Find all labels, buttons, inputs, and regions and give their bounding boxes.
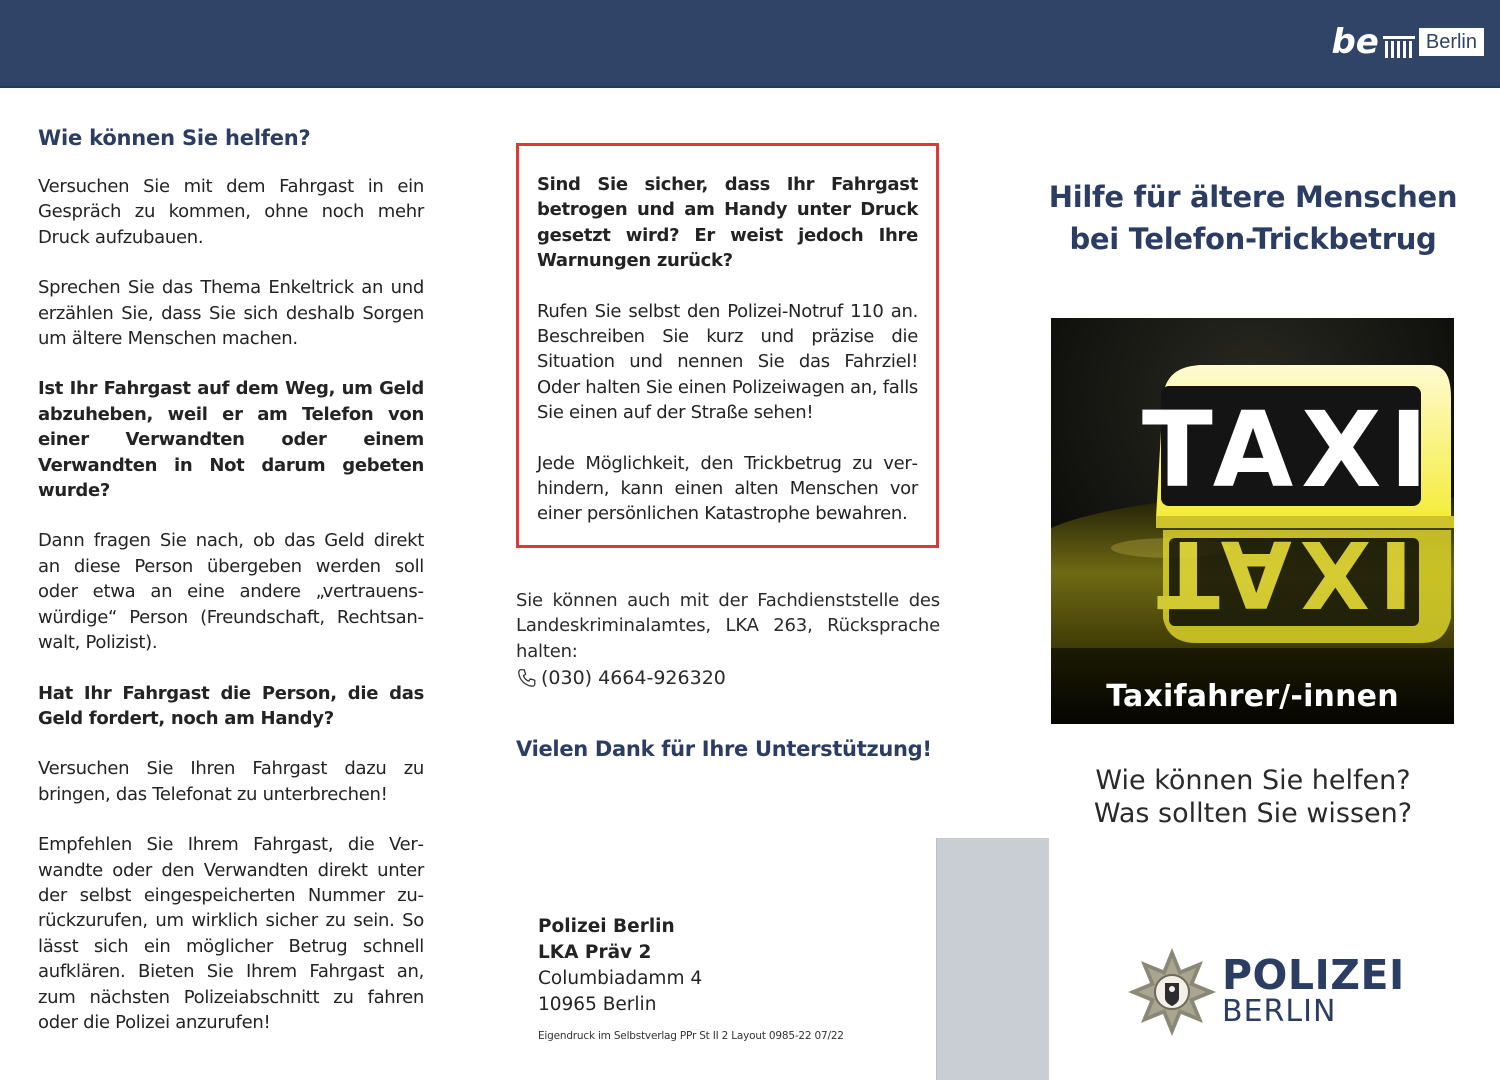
taxi-sign-image	[1051, 318, 1454, 724]
imprint-text: Eigendruck im Selbstverlag PPr St II 2 Layout 0985-22 07/22	[538, 1030, 844, 1042]
phone-icon	[516, 667, 538, 689]
be-berlin-logo	[1331, 22, 1484, 62]
logo-be-text: be	[1331, 22, 1379, 62]
police-line-2: BERLIN	[1222, 994, 1337, 1029]
left-paragraph-1: Versuchen Sie mit dem Fahrgast in ein Gespräch zu kommen, ohne noch mehr Druck aufzubauen.	[38, 176, 424, 248]
left-paragraph-4: Versuchen Sie Ihren Fahrgast dazu zu bringen, das Telefonat zu unterbrechen!	[38, 758, 424, 805]
address-line-4: 10965 Berlin	[538, 994, 657, 1015]
logo-berlin-label: Berlin	[1419, 28, 1484, 56]
sub-question-1: Wie können Sie helfen?	[1095, 765, 1411, 796]
left-paragraph-2: Sprechen Sie das Thema Enkeltrick an und erzählen Sie, dass Sie sich deshalb Sorgen um ältere Menschen machen.	[38, 277, 424, 350]
sub-question-2: Was sollten Sie wissen?	[1093, 798, 1413, 829]
envelope-window-flap	[936, 838, 1049, 1080]
address-line-2: LKA Präv 2	[538, 942, 652, 963]
lka-text: Sie können auch mit der Fachdienststelle des Landeskriminalamtes, LKA 263, Rücksprache halten:	[516, 590, 940, 662]
police-text	[1222, 951, 1405, 1029]
left-paragraph-5: Empfehlen Sie Ihrem Fahrgast, die Verwandte oder den Verwandten direkt unter der selbst eingespeicherten Nummer zurückzurufen, um wirklich sicher zu sein. So lässt sich ein möglicher Betrug schnell aufklären. Bieten Sie Ihrem Fahrgast an, zum nächsten Polizeiabschnitt zu fahren oder die Polizei anzurufen!	[38, 834, 424, 1033]
left-heading: Wie können Sie helfen?	[38, 126, 311, 150]
left-question-2: Hat Ihr Fahrgast die Person, die das Geld fordert, noch am Handy?	[38, 682, 424, 729]
phone-number[interactable]: (030) 4664-926320	[541, 667, 726, 690]
address-line-1: Polizei Berlin	[538, 916, 675, 937]
taxi-sign-text: TAXI	[1141, 389, 1437, 511]
title-line-2: bei Telefon-Trickbetrug	[1069, 222, 1437, 256]
box-paragraph-1: Rufen Sie selbst den Polizei-Notruf 110 an. Beschreiben Sie kurz und präzise die Situation und nennen Sie das Fahrziel! Oder halten Sie einen Polizeiwagen an, falls Sie einen auf der Straße sehen!	[537, 300, 918, 424]
police-berlin-logo	[1126, 946, 1405, 1038]
brochure-title	[1030, 176, 1476, 260]
title-line-1: Hilfe für ältere Menschen	[1048, 180, 1458, 214]
box-question: Sind Sie sicher, dass Ihr Fahrgast betrogen und am Handy unter Druck gesetzt wird? Er weist jedoch Ihre Warnungen zurück?	[537, 174, 918, 272]
phone-line	[516, 664, 940, 692]
lka-contact	[516, 588, 940, 692]
sub-questions	[1030, 764, 1476, 830]
police-line-1: POLIZEI	[1222, 951, 1405, 999]
photo-caption: Taxifahrer/-innen	[1106, 679, 1399, 714]
brandenburg-gate-icon	[1381, 24, 1417, 60]
taxi-photo	[1051, 318, 1454, 724]
svg-text:TAXI: TAXI	[1157, 520, 1421, 627]
left-paragraph-3: Dann fragen Sie nach, ob das Geld direkt an diese Person übergeben werden soll oder etwa an eine andere „vertrauenswürdige“ Person (Freundschaft, Rechtsanwalt, Polizist).	[38, 530, 424, 654]
address-line-3: Columbiadamm 4	[538, 968, 703, 989]
address-block	[538, 914, 898, 1018]
thanks-heading: Vielen Dank für Ihre Unterstützung!	[516, 737, 932, 761]
left-column	[38, 126, 424, 1060]
police-star-icon	[1126, 946, 1218, 1038]
header-bar	[0, 0, 1500, 88]
left-question-1: Ist Ihr Fahrgast auf dem Weg, um Geld abzuheben, weil er am Telefon von einer Verwandten oder einem Verwandten in Not darum gebeten wurde?	[38, 378, 424, 502]
box-paragraph-2: Jede Möglichkeit, den Trickbetrug zu verhindern, kann einen alten Menschen vor einer persönlichen Katastrophe bewahren.	[537, 452, 918, 525]
warning-box	[516, 143, 939, 548]
